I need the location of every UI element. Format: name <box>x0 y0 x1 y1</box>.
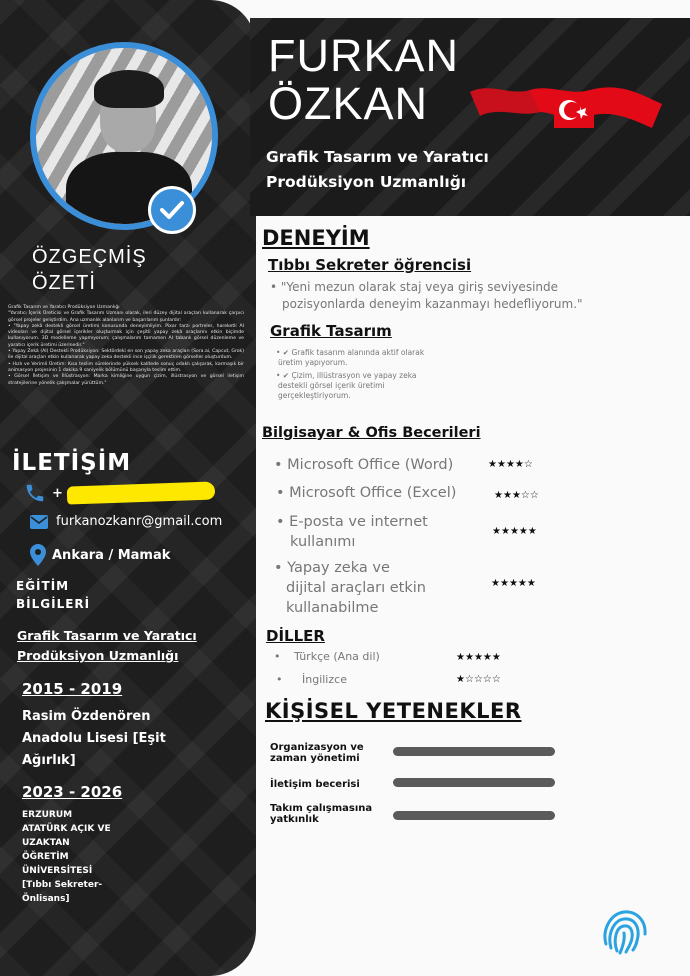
summary-text <box>8 305 244 387</box>
star-filled-icon: ★ <box>508 578 518 589</box>
education-title-line: BİLGİLERİ <box>16 597 91 611</box>
turkish-flag-icon <box>470 82 666 138</box>
job-2-item <box>276 348 424 368</box>
school-line: UZAKTAN <box>22 838 70 848</box>
star-empty-icon: ☆ <box>529 490 539 501</box>
school-line: Ağırlık] <box>22 753 76 768</box>
school-line: Önlisans] <box>22 894 70 904</box>
star-empty-icon: ☆ <box>482 674 492 685</box>
education-title <box>16 577 90 613</box>
full-name <box>268 32 459 128</box>
contact-title: İLETİŞİM <box>12 450 132 476</box>
star-filled-icon: ★ <box>509 526 519 537</box>
star-filled-icon: ★ <box>456 674 465 685</box>
school-line: Anadolu Lisesi [Eşit <box>22 731 166 746</box>
summary-paragraph: • Yapay Zekâ (AI) Destekli Prodüksiyon: Sektördeki en son yapay zeka araçları (Sora.ai, Capcut, Grok) ile dijital araçları etkin kullanarak yapay zeka destekli ince işçilik gerektiren görseller oluşturdum. <box>8 349 244 361</box>
star-filled-icon: ★ <box>518 526 528 537</box>
star-filled-icon: ★ <box>527 526 537 537</box>
skill-label-line: • E-posta ve internet <box>276 514 428 530</box>
phone-row <box>24 482 215 504</box>
skill-rating-stars <box>492 526 537 537</box>
skill-label-line: • Microsoft Office (Excel) <box>276 485 457 501</box>
language-label: Türkçe (Ana dil) <box>294 650 380 663</box>
star-filled-icon: ★ <box>456 652 465 663</box>
school-line: ÖĞRETİM <box>22 852 69 862</box>
language-rating-stars <box>456 652 501 663</box>
job-title-line: Prodüksiyon Uzmanlığı <box>266 173 467 191</box>
location-row <box>30 544 170 566</box>
job-1-text-line: • "Yeni mezun olarak staj veya giriş seviyesinde <box>270 280 559 294</box>
location-text: Ankara / Mamak <box>52 547 171 563</box>
skill-label-line: kullanımı <box>290 534 356 550</box>
star-empty-icon: ☆ <box>520 490 530 501</box>
star-filled-icon: ★ <box>482 652 492 663</box>
education-years-1: 2015 - 2019 <box>22 680 123 698</box>
education-title-line: EĞİTİM <box>16 579 70 593</box>
phone-redaction <box>67 481 216 504</box>
personal-skill-label <box>270 779 360 790</box>
star-filled-icon: ★ <box>499 578 509 589</box>
phone-icon <box>24 482 46 504</box>
star-filled-icon: ★ <box>505 459 515 470</box>
skill-label-line: kullanabilme <box>286 600 379 616</box>
personal-skill-bar <box>393 747 555 756</box>
bullet-dot: • <box>276 673 283 686</box>
email-icon <box>30 515 48 529</box>
personal-skill-label-line: Organizasyon ve <box>270 742 364 753</box>
school-line: ÜNİVERSİTESİ <box>22 866 93 876</box>
personal-skill-label-line: Takım çalışmasına <box>270 803 373 814</box>
language-label: İngilizce <box>302 673 347 686</box>
star-filled-icon: ★ <box>502 490 512 501</box>
bullet-dot: • <box>274 650 281 663</box>
computer-skills-title: Bilgisayar & Ofis Becerileri <box>262 425 481 441</box>
language-rating-stars <box>456 674 501 685</box>
personal-skill-label-line: zaman yönetimi <box>270 753 360 764</box>
education-degree-line: Prodüksiyon Uzmanlığı <box>17 648 179 663</box>
personal-skill-bar <box>393 811 555 820</box>
summary-paragraph: • Hızlı ve Verimli Üretim: Kısa teslim sürelerinde yüksek kalitede sonuç odaklı çalışarak, karmaşık bir animasyon projesinin 1 dakika 9 saniyelik bölümünü başarıyla teslim ettim. <box>8 361 244 373</box>
school-line: Rasim Özdenören <box>22 709 151 724</box>
skill-rating-stars <box>488 459 533 470</box>
school-line: [Tıbbı Sekreter- <box>22 880 103 890</box>
languages-title: DİLLER <box>266 627 325 645</box>
summary-title-line: ÖZGEÇMİŞ <box>32 246 147 268</box>
language-item <box>274 650 380 663</box>
skill-label-line: dijital araçları etkin <box>286 580 426 596</box>
star-filled-icon: ★ <box>517 578 527 589</box>
star-filled-icon: ★ <box>514 459 524 470</box>
education-degree <box>17 626 197 666</box>
skill-label <box>276 512 428 552</box>
phone-prefix: + <box>52 485 63 501</box>
star-filled-icon: ★ <box>488 459 497 470</box>
star-filled-icon: ★ <box>491 578 500 589</box>
education-school-2 <box>22 808 142 906</box>
education-years-2: 2023 - 2026 <box>22 783 123 801</box>
job-2-text-line: • ✔ Çizim, illüstrasyon ve yapay zeka <box>276 371 417 380</box>
star-filled-icon: ★ <box>496 459 506 470</box>
star-empty-icon: ☆ <box>491 674 501 685</box>
language-item <box>276 673 347 686</box>
email-text[interactable]: furkanozkanr@gmail.com <box>56 514 223 529</box>
job-2-item <box>276 371 417 401</box>
star-filled-icon: ★ <box>492 526 501 537</box>
summary-paragraph: • Görsel İletişim ve İllüstrasyon: Marka kimliğine uygun çizim, illüstrasyon ve görsel iletişim stratejilerine yönelik çalışmalar yürüttüm." <box>8 374 244 386</box>
job-2-text-line: destekli görsel içerik üretimi <box>278 381 385 390</box>
summary-title <box>32 244 147 296</box>
star-filled-icon: ★ <box>464 652 474 663</box>
school-line: ERZURUM <box>22 810 73 820</box>
skill-rating-stars <box>491 578 536 589</box>
job-1-title: Tıbbı Sekreter öğrencisi <box>268 256 472 274</box>
personal-skill-label <box>270 803 372 825</box>
job-1-text-line: pozisyonlarda deneyim kazanmayı hedefliyorum." <box>282 297 583 311</box>
star-filled-icon: ★ <box>526 578 536 589</box>
job-2-text-line: üretim yapıyorum. <box>278 358 348 367</box>
skill-label <box>276 483 456 503</box>
education-degree-line: Grafik Tasarım ve Yaratıcı <box>17 628 197 643</box>
star-empty-icon: ☆ <box>523 459 533 470</box>
star-filled-icon: ★ <box>491 652 501 663</box>
skill-rating-stars <box>494 490 539 501</box>
personal-skill-label-line: yatkınlık <box>270 814 319 825</box>
star-filled-icon: ★ <box>473 652 483 663</box>
summary-paragraph: Grafik Tasarım ve Yaratıcı Prodüksiyon Uzmanlığı <box>8 305 120 310</box>
fingerprint-icon <box>598 906 650 958</box>
personal-skill-label-line: İletişim becerisi <box>270 779 360 790</box>
job-2-text-line: • ✔ Grafik tasarım alanında aktif olarak <box>276 348 425 357</box>
summary-title-line: ÖZETİ <box>32 272 96 294</box>
email-row <box>30 514 222 529</box>
left-sidebar <box>0 0 256 976</box>
first-name: FURKAN <box>268 30 460 81</box>
star-filled-icon: ★ <box>511 490 521 501</box>
star-empty-icon: ☆ <box>464 674 474 685</box>
personal-skill-bar <box>393 778 555 787</box>
skill-label-line: • Microsoft Office (Word) <box>274 457 454 473</box>
personal-skills-title: KİŞİSEL YETENEKLER <box>265 699 522 723</box>
job-2-text-line: gerçekleştiriyorum. <box>278 391 351 400</box>
education-school-1 <box>22 706 232 772</box>
last-name: ÖZKAN <box>268 78 429 129</box>
summary-paragraph: "Yaratıcı İçerik Üreticisi ve Grafik Tasarım Uzmanı olarak, ileri düzey dijital araçları kullanarak çarpıcı görsel projeler geliştirdim. Ana uzmanlık alanlarım ve başarılarım şunlardır: <box>8 311 244 323</box>
personal-skill-label <box>270 742 364 764</box>
job-title <box>266 145 489 195</box>
summary-paragraph: • "Yapay zekâ destekli görsel üretimi konusunda deneyimliyim. Pixar tarzı portreler, hareketli AI videoları ve dijital görsel içerikler oluşturmak için çeşitli yapay zekâ araçlarını etkin biçimde kullanıyorum. 3D modelleme yapmıyorum; çalışmalarım tamamen AI tabanlı görsel düzenleme ve yaratıcı içerik üretimi üzerinedir." <box>8 323 244 348</box>
job-1-text <box>270 279 583 313</box>
job-title-line: Grafik Tasarım ve Yaratıcı <box>266 148 489 166</box>
star-empty-icon: ☆ <box>473 674 483 685</box>
location-pin-icon <box>30 544 46 566</box>
verified-check-icon <box>148 186 196 234</box>
star-filled-icon: ★ <box>500 526 510 537</box>
skill-label-line: • Yapay zeka ve <box>274 560 390 576</box>
job-2-title: Grafik Tasarım <box>270 322 392 340</box>
skill-label <box>274 558 426 618</box>
skill-label <box>274 455 453 475</box>
school-line: ATATÜRK AÇIK VE <box>22 824 111 834</box>
star-filled-icon: ★ <box>494 490 503 501</box>
experience-title: DENEYİM <box>262 226 370 250</box>
